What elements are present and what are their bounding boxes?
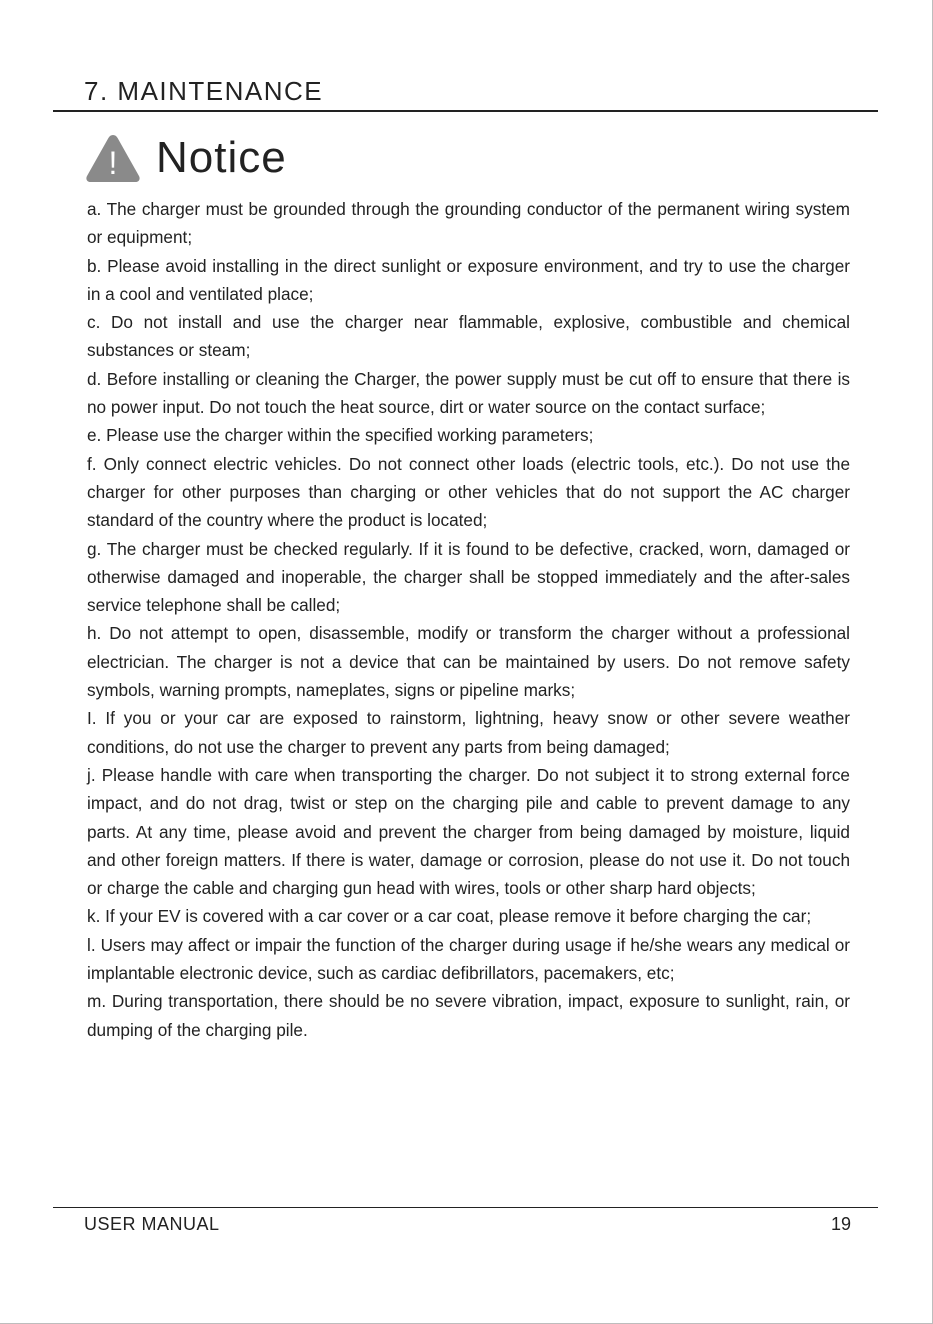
footer-page-number: 19 — [830, 1214, 851, 1234]
notice-item-f: f. Only connect electric vehicles. Do not connect other loads (electric tools, etc.). Do not use the charger for other purposes than charging or other vehicles that do not support the AC charger standard of the country where the product is located; — [87, 453, 850, 531]
notice-item-j: j. Please handle with care when transporting the charger. Do not subject it to strong external force impact, and do not drag, twist or step on the charging pile and cable to prevent damage to any parts. At any time, please avoid and prevent the charger from being damaged by moisture, liquid and other foreign matters. If there is water, damage or corrosion, please do not use it. Do not touch or charge the cable and charging gun head with wires, tools or other sharp hard objects; — [87, 764, 850, 899]
notice-item-g: g. The charger must be checked regularly. If it is found to be defective, cracked, worn, damaged or otherwise damaged and inoperable, the charger shall be stopped immediately and the after-sales service telephone shall be called; — [87, 538, 850, 616]
notice-item-d: d. Before installing or cleaning the Charger, the power supply must be cut off to ensure that there is no power input. Do not touch the heat source, dirt or water source on the contact surface; — [87, 368, 850, 418]
notice-title: Notice — [156, 133, 287, 182]
footer-document-label: USER MANUAL — [84, 1214, 220, 1234]
notice-item-k: k. If your EV is covered with a car cover or a car coat, please remove it before charging the car; — [87, 906, 812, 927]
notice-item-b: b. Please avoid installing in the direct sunlight or exposure environment, and try to use the charger in a cool and ventilated place; — [87, 255, 850, 304]
footer-rule — [53, 1207, 878, 1208]
notice-item-c: c. Do not install and use the charger near flammable, explosive, combustible and chemical substances or steam; — [87, 312, 850, 361]
warning-triangle-icon — [84, 132, 142, 184]
notice-item-m: m. During transportation, there should be no severe vibration, impact, exposure to sunlight, rain, or dumping of the charging pile. — [87, 991, 850, 1040]
notice-item-h: h. Do not attempt to open, disassemble, modify or transform the charger without a professional electrician. The charger is not a device that can be maintained by users. Do not remove safety symbols, warning prompts, nameplates, signs or pipeline marks; — [87, 623, 850, 701]
warning-exclamation-glyph: ! — [108, 145, 118, 181]
notice-item-e: e. Please use the charger within the specified working parameters; — [87, 425, 594, 446]
section-title: 7. MAINTENANCE — [84, 76, 324, 106]
notice-item-l: l. Users may affect or impair the function of the charger during usage if he/she wears any medical or implantable electronic device, such as cardiac defibrillators, pacemakers, etc; — [87, 934, 850, 984]
notice-item-a: a. The charger must be grounded through the grounding conductor of the permanent wiring system or equipment; — [87, 199, 850, 248]
notice-heading — [84, 130, 287, 186]
notice-item-i: I. If you or your car are exposed to rainstorm, lightning, heavy snow or other severe weather conditions, do not use the charger to prevent any parts from being damaged; — [87, 708, 850, 757]
notice-list — [87, 195, 850, 1044]
title-rule — [53, 110, 878, 112]
